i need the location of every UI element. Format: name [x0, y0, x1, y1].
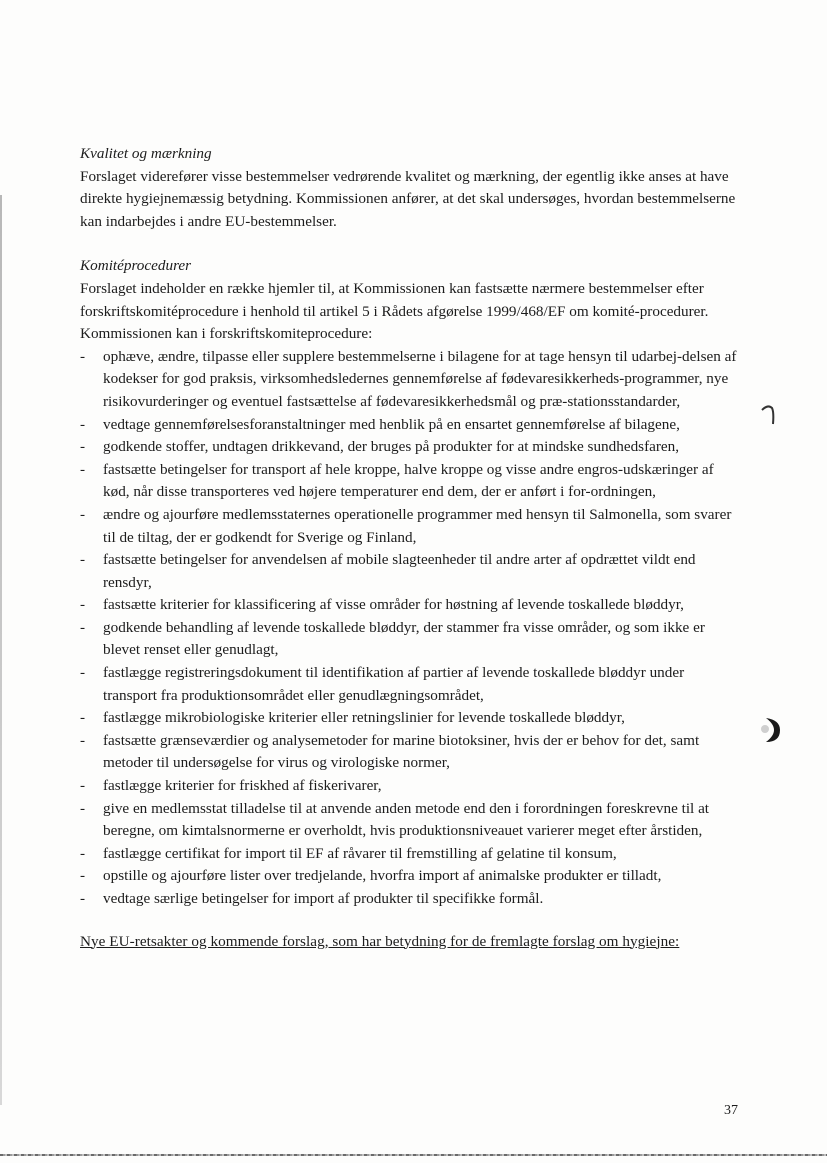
list-item: [80, 843, 740, 866]
list-dash: -: [80, 799, 86, 817]
section-heading-quality: Kvalitet og mærkning: [80, 145, 212, 162]
section-heading-committee: Komitéprocedurer: [80, 257, 192, 275]
list-dash: -: [80, 596, 86, 614]
list-item-text: godkende stoffer, undtagen drikkevand, der bruges på produkter for at mindske sundhedsfaren,: [103, 438, 680, 456]
list-item-text: fastlægge kriterier for friskhed af fiskerivarer,: [103, 777, 382, 795]
list-item: [80, 617, 740, 662]
list-dash: -: [80, 777, 86, 795]
list-dash: -: [80, 664, 86, 682]
list-item: [80, 707, 740, 730]
scan-edge-shadow: [0, 195, 2, 1105]
list-dash: -: [80, 438, 86, 456]
list-item-text: fastlægge mikrobiologiske kriterier eller retningslinier for levende toskallede bløddyr,: [103, 709, 625, 727]
list-item-text: fastsætte kriterier for klassificering af visse områder for høstning af levende toskallede bløddyr,: [103, 596, 684, 614]
list-item-text: fastlægge registreringsdokument til identifikation af partier af levende toskallede bløddyr under transport fra produktionsområdet eller genudlægningsområdet,: [103, 664, 685, 704]
list-dash: -: [80, 551, 86, 569]
list-item: [80, 865, 740, 888]
list-item-text: fastsætte betingelser for transport af hele kroppe, halve kroppe og visse andre engros-udskæringer af kød, når disse transporteres ved højere temperaturer end dem, der er anført i for-ordningen,: [103, 460, 714, 501]
list-item: [80, 436, 740, 459]
list-item: [80, 414, 740, 437]
list-item: [80, 346, 740, 414]
list-item-text: fastsætte grænseværdier og analysemetoder for marine biotoksiner, hvis der er behov for det, samt metoder til undersøgelse for virus og virologiske normer,: [103, 731, 700, 772]
list-item-text: ophæve, ændre, tilpasse eller supplere bestemmelserne i bilagene for at tage hensyn til udarbej-delsen af kodekser for god praksis, virksomhedsledernes gennemførelse af fødevaresikkerheds-programmer, nye risikovurderinger og eventuel fastsættelse af fødevaresikkerhedsmål og præ-stationsstandarder,: [103, 347, 737, 410]
list-item-text: godkende behandling af levende toskallede bløddyr, der stammer fra visse områder, og som ikke er blevet renset eller genudlagt,: [103, 618, 705, 659]
list-item: [80, 775, 740, 798]
list-item: [80, 662, 740, 707]
scan-margin-mark: [760, 402, 778, 426]
page-number: 37: [724, 1103, 738, 1118]
list-item: [80, 549, 740, 594]
list-item: [80, 504, 740, 549]
list-dash: -: [80, 709, 86, 727]
procedure-list: [80, 346, 740, 911]
list-item: [80, 459, 740, 504]
section-text-quality: Forslaget viderefører visse bestemmelser vedrørende kvalitet og mærkning, der egentlig ikke anses at have direkte hygiejnemæssig betydning. Kommissionen anfører, at det skal undersøges, hvordan bestemmelserne kan indarbejdes i andre EU-bestemmelser.: [80, 167, 736, 230]
list-dash: -: [80, 731, 86, 749]
list-item-text: fastlægge certifikat for import til EF af råvarer til fremstilling af gelatine til konsum,: [103, 844, 617, 862]
section-text-committee: Forslaget indeholder en række hjemler til, at Kommissionen kan fastsætte nærmere bestemmelser efter forskriftskomitéprocedure i henhold til artikel 5 i Rådets afgørelse 1999/468/EF om komité-procedurer. Kommissionen kan i forskriftskomiteprocedure:: [80, 279, 709, 343]
list-item-text: fastsætte betingelser for anvendelsen af mobile slagteenheder til andre arter af opdrættet vildt end rensdyr,: [103, 551, 696, 591]
list-dash: -: [80, 618, 86, 636]
list-item-text: opstille og ajourføre lister over tredjelande, hvorfra import af animalske produkter er tilladt,: [103, 867, 662, 885]
list-dash: -: [80, 347, 86, 365]
list-item: [80, 594, 740, 617]
new-legislation-heading: Nye EU-retsakter og kommende forslag, som har betydning for de fremlagte forslag om hygiejne:: [80, 932, 680, 950]
list-item: [80, 730, 740, 775]
list-item-text: vedtage særlige betingelser for import af produkter til specifikke formål.: [103, 890, 544, 907]
list-dash: -: [80, 890, 86, 907]
scan-hole-punch-mark: [756, 716, 782, 744]
list-item: [80, 888, 740, 911]
list-dash: -: [80, 415, 86, 433]
scan-bottom-edge: [0, 1154, 827, 1156]
list-item-text: ændre og ajourføre medlemsstaternes operationelle programmer med hensyn til Salmonella, som svarer til de tiltag, der er godkendt for Sverige og Finland,: [103, 505, 732, 546]
list-item-text: vedtage gennemførelsesforanstaltninger med henblik på en ensartet gennemførelse af bilagene,: [103, 415, 680, 433]
list-dash: -: [80, 844, 86, 862]
document-body: [80, 143, 740, 953]
list-item-text: give en medlemsstat tilladelse til at anvende anden metode end den i forordningen foreskrevne til at beregne, om kimtalsnormerne er overholdt, hvis produktionsniveauet varierer meget efter årstiden,: [103, 799, 710, 840]
list-item: [80, 798, 740, 843]
list-dash: -: [80, 867, 86, 885]
section-spacer: [80, 233, 740, 255]
list-dash: -: [80, 460, 86, 478]
list-dash: -: [80, 505, 86, 523]
